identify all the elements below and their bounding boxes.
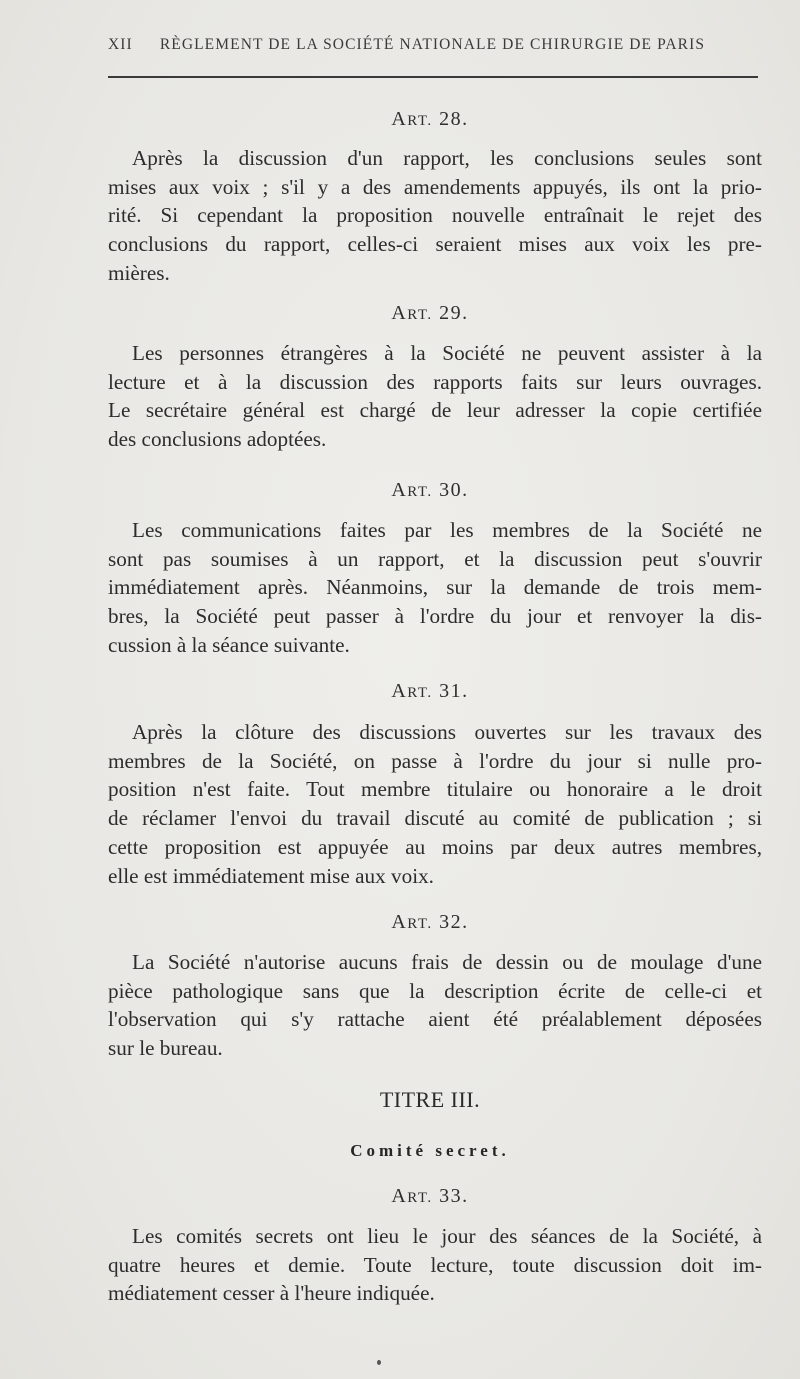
article-heading-28: ART. 28. bbox=[391, 108, 469, 130]
article-heading-32: ART. 32. bbox=[391, 911, 469, 933]
article-text-28: Après la discussion d'un rapport, les conclusions seules sont mises aux voix ; s'il y a des amendements appuyés, ils ont la prio- rité. Si cependant la proposition nouvelle entraînait le rejet des conclusions du rapport, celles-ci seraient mises aux voix les pre- mières. bbox=[108, 146, 762, 285]
article-number: 29. bbox=[439, 302, 469, 324]
article-number: 31. bbox=[439, 680, 469, 702]
running-title: RÈGLEMENT DE LA SOCIÉTÉ NATIONALE DE CHIRURGIE DE PARIS bbox=[159, 36, 706, 53]
print-speck bbox=[377, 1360, 381, 1365]
section-subtitle: Comité secret. bbox=[350, 1141, 510, 1160]
article-number: 33. bbox=[439, 1185, 469, 1207]
section-title: TITRE III. bbox=[379, 1087, 481, 1112]
header-rule bbox=[108, 76, 758, 78]
running-header bbox=[108, 36, 758, 54]
article-text-30: Les communications faites par les membres de la Société ne sont pas soumises à un rapport, et la discussion peut s'ouvrir immédiatement après. Néanmoins, sur la demande de trois mem- bres, la Société peut passer à l'ordre du jour et renvoyer la dis- cussion à la séance suivante. bbox=[108, 518, 762, 657]
article-text-29: Les personnes étrangères à la Société ne peuvent assister à la lecture et à la discussion des rapports faits sur leurs ouvrages. Le secrétaire général est chargé de leur adresser la copie certifiée des conclusions adoptées. bbox=[108, 341, 762, 452]
article-number: 32. bbox=[439, 911, 469, 933]
article-text-33: Les comités secrets ont lieu le jour des séances de la Société, à quatre heures et demie. Toute lecture, toute discussion doit im- médiatement cesser à l'heure indiquée. bbox=[108, 1224, 762, 1306]
article-text-32: La Société n'autorise aucuns frais de dessin ou de moulage d'une pièce pathologique sans que la description écrite de celle-ci et l'observation qui s'y rattache aient été préalablement déposées sur le bureau. bbox=[108, 950, 762, 1061]
article-heading-30: ART. 30. bbox=[391, 479, 469, 501]
article-heading-31: ART. 31. bbox=[391, 680, 469, 702]
article-heading-29: ART. 29. bbox=[391, 302, 469, 324]
page-number: XII bbox=[108, 36, 133, 53]
article-text-31: Après la clôture des discussions ouvertes sur les travaux des membres de la Société, on passe à l'ordre du jour si nulle pro- position n'est faite. Tout membre titulaire ou honoraire a le droit de réclamer l'envoi du travail discuté au comité de publication ; si cette proposition est appuyée au moins par deux autres membres, elle est immédiatement mise aux voix. bbox=[108, 720, 762, 888]
article-number: 28. bbox=[439, 108, 469, 130]
article-number: 30. bbox=[439, 479, 469, 501]
article-heading-33: ART. 33. bbox=[391, 1185, 469, 1207]
